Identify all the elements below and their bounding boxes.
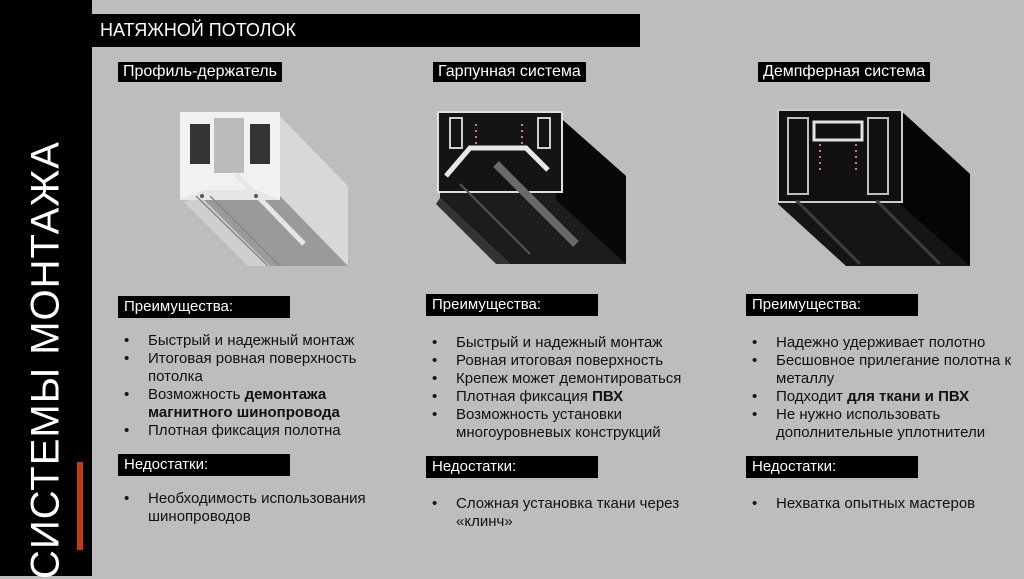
list-item: • Не нужно использовать дополнительные уплотнители xyxy=(746,406,1022,442)
disadvantages-label: Недостатки: xyxy=(426,456,598,478)
page-title: НАТЯЖНОЙ ПОТОЛОК xyxy=(92,14,640,47)
harpoon-system-image xyxy=(436,104,626,264)
list-item: • Сложная установка ткани через «клинч» xyxy=(426,495,706,531)
list-item: • Крепеж может демонтироваться xyxy=(426,370,706,388)
advantages-list xyxy=(746,334,1022,442)
list-item: • Быстрый и надежный монтаж xyxy=(118,332,380,350)
advantages-label: Преимущества: xyxy=(118,296,290,318)
column-title-harpoon-system: Гарпунная система xyxy=(433,62,586,82)
list-item: • Быстрый и надежный монтаж xyxy=(426,334,706,352)
advantages-list xyxy=(118,332,380,440)
list-item: • Ровная итоговая поверхность xyxy=(426,352,706,370)
advantages-label: Преимущества: xyxy=(746,294,918,316)
list-item: • Необходимость использования шинопроводов xyxy=(118,490,380,526)
disadvantages-list xyxy=(746,495,1022,513)
advantages-list xyxy=(426,334,706,442)
holder-profile-image xyxy=(176,104,348,266)
sidebar xyxy=(0,0,92,579)
list-item: • Подходит для ткани и ПВХ xyxy=(746,388,1022,406)
disadvantages-list xyxy=(426,495,706,531)
list-item: • Плотная фиксация ПВХ xyxy=(426,388,706,406)
damper-system-image xyxy=(776,104,970,266)
list-item: • Бесшовное прилегание полотна к металлу xyxy=(746,352,1022,388)
disadvantages-list xyxy=(118,490,380,526)
list-item: • Возможность демонтажа магнитного шинопровода xyxy=(118,386,380,422)
disadvantages-label: Недостатки: xyxy=(746,456,918,478)
list-item: • Нехватка опытных мастеров xyxy=(746,495,1022,513)
list-item: • Итоговая ровная поверхность потолка xyxy=(118,350,380,386)
sidebar-title: СИСТЕМЫ МОНТАЖА xyxy=(23,141,68,579)
list-item: • Плотная фиксация полотна xyxy=(118,422,380,440)
advantages-label: Преимущества: xyxy=(426,294,598,316)
disadvantages-label: Недостатки: xyxy=(118,454,290,476)
accent-line xyxy=(77,462,83,550)
list-item: • Возможность установки многоуровневых конструкций xyxy=(426,406,706,442)
list-item: • Надежно удерживает полотно xyxy=(746,334,1022,352)
column-title-holder-profile: Профиль-держатель xyxy=(118,62,282,82)
column-title-damper-system: Демпферная система xyxy=(758,62,930,82)
